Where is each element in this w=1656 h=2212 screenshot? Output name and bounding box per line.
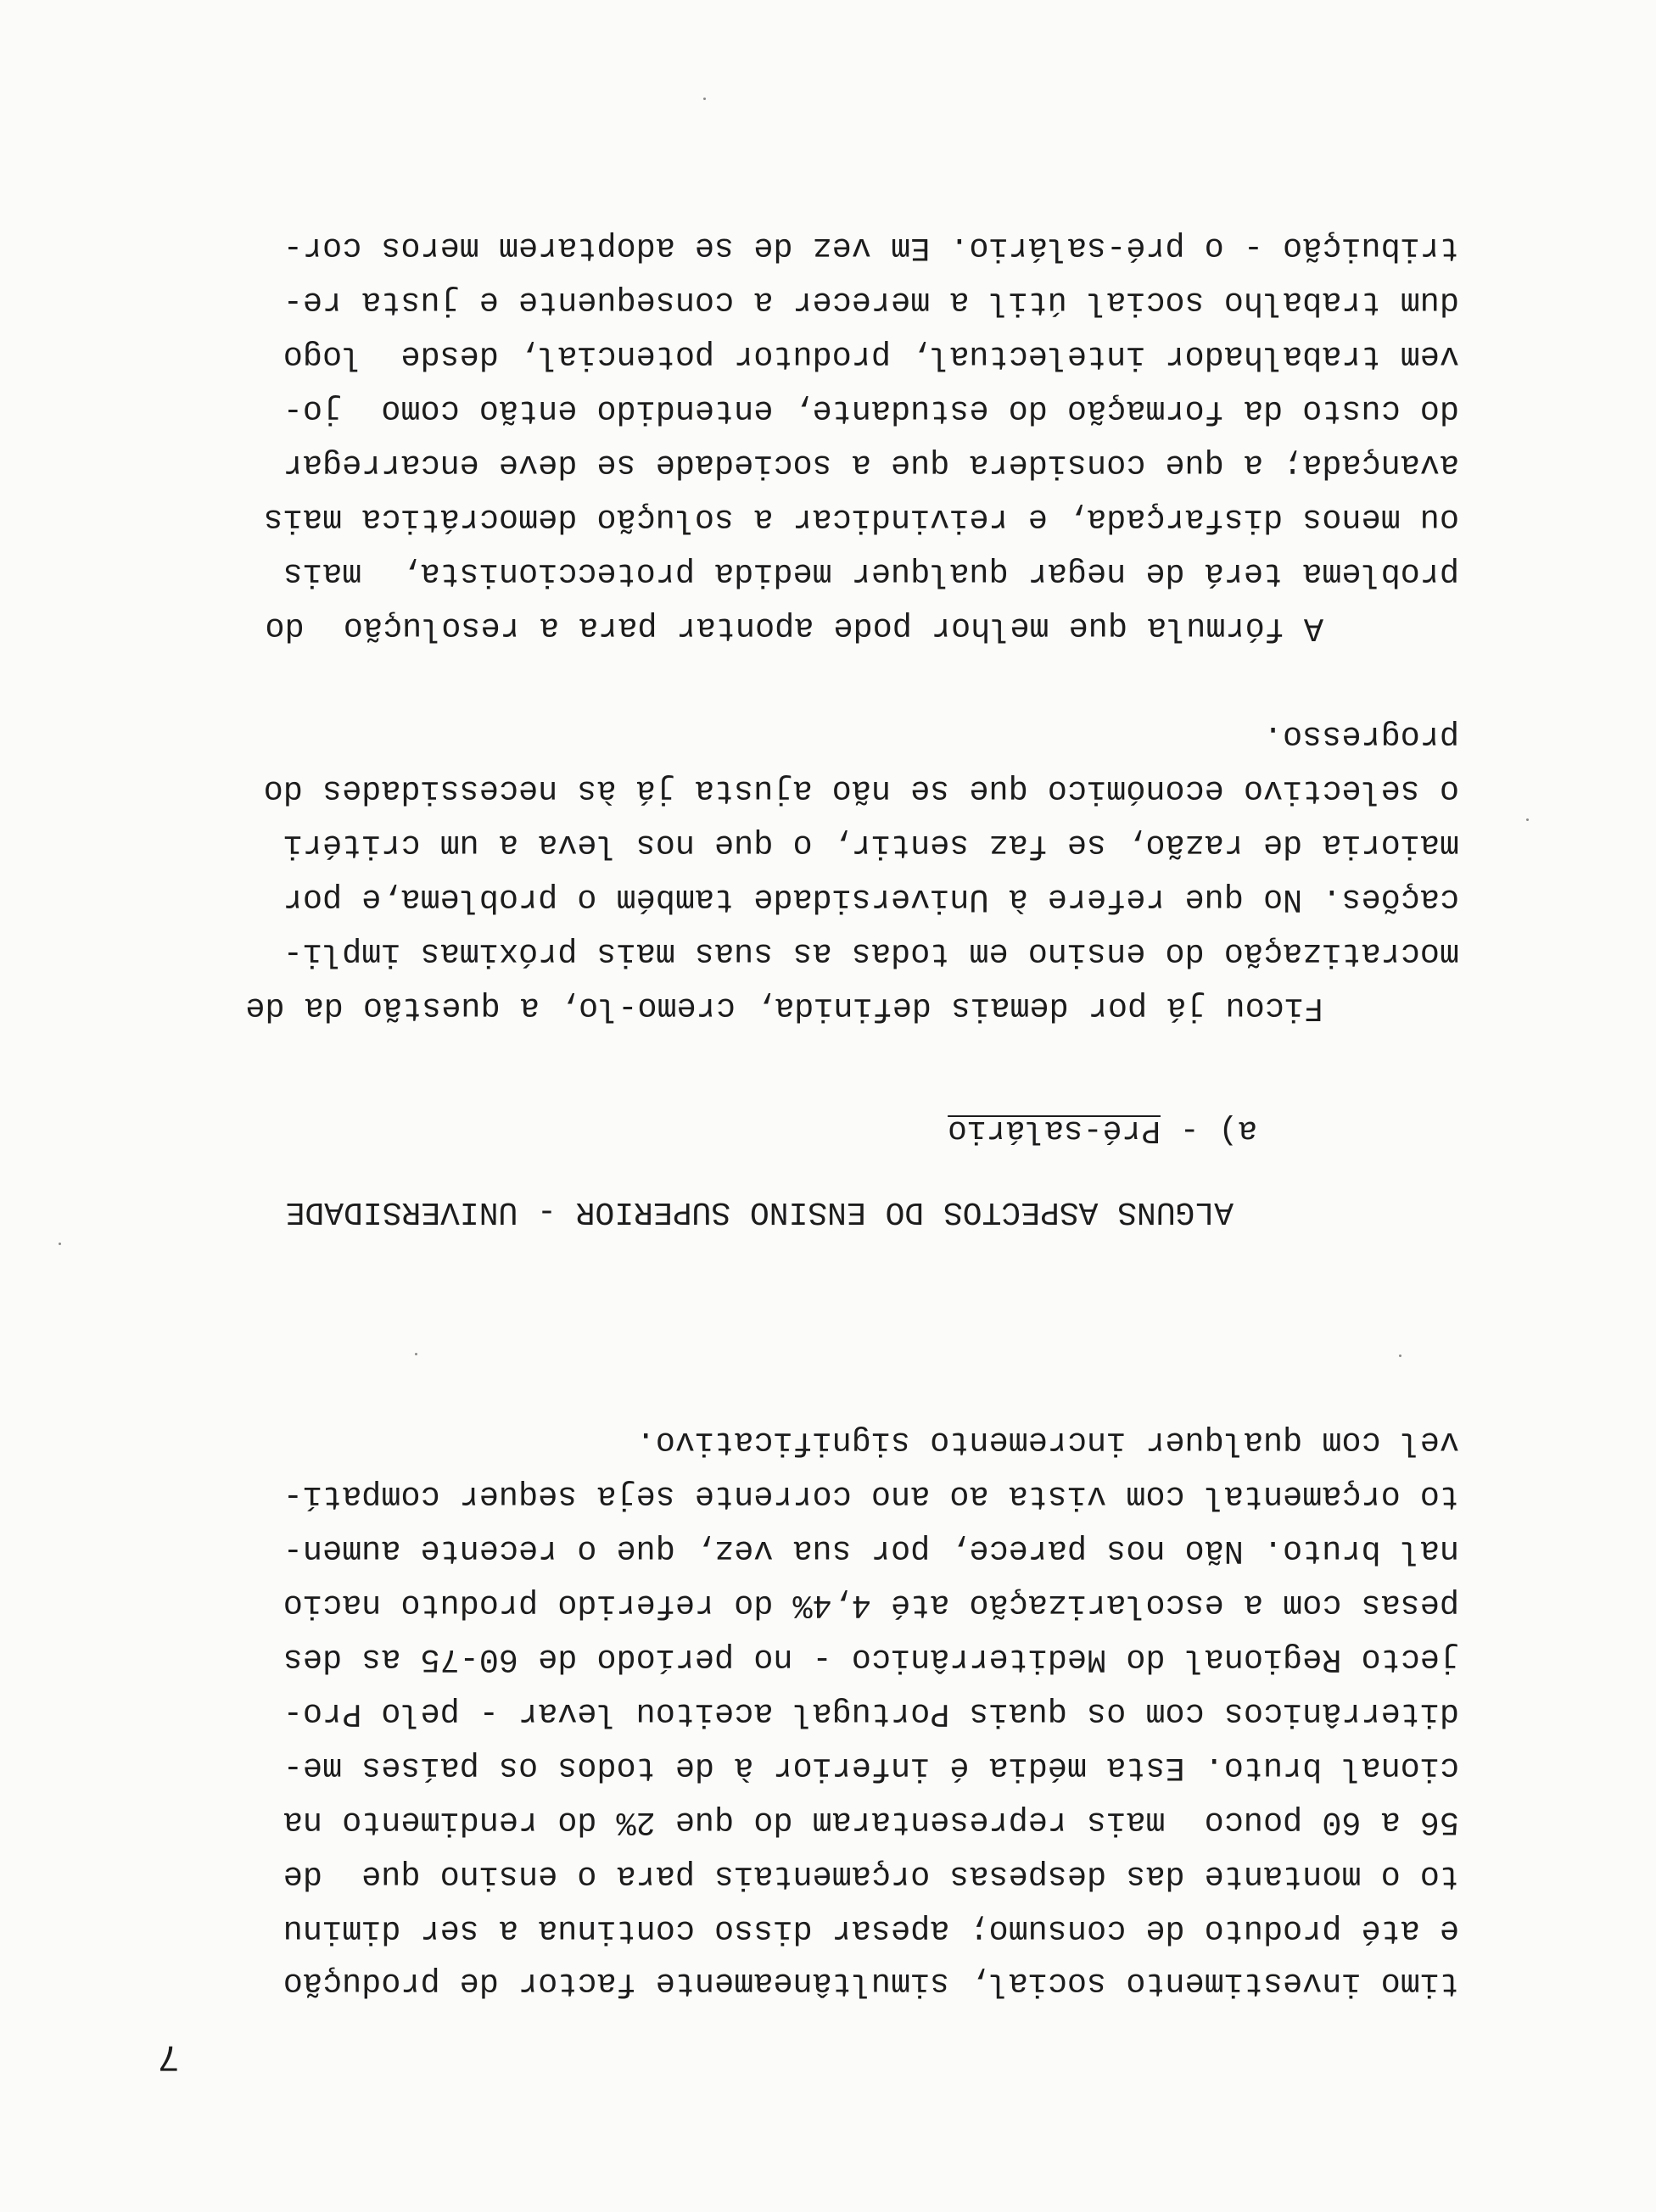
text-line: to o montante das despesas orçamentais para o ensino que de	[283, 1857, 1459, 1895]
text-line: Ficou já por demais definida, cremo-lo, a questão da de	[245, 989, 1323, 1026]
subsection-heading	[948, 1113, 1257, 1147]
page-number: 7	[157, 2035, 180, 2077]
scan-speck	[1526, 818, 1529, 821]
text-line: do custo da formação do estudante, entendido então como jo-	[283, 392, 1459, 429]
text-line: cações. No que refere à Universidade também o problema,e por	[283, 880, 1459, 918]
section-heading: ALGUNS ASPECTOS DO ENSINO SUPERIOR - UNIVERSIDADE	[285, 1193, 1234, 1230]
text-line: avançada; a que considera que a sociedade se deve encarregar	[283, 446, 1459, 483]
text-line: jecto Regional do Mediterrânico - no período de 60-75 as des	[283, 1640, 1459, 1678]
text-line: 56 a 60 pouco mais representaram do que 2% do rendimento na	[283, 1803, 1459, 1841]
scan-speck	[59, 1243, 61, 1245]
text-line: nal bruto. Não nos parece, por sua vez, que o recente aumen-	[283, 1532, 1459, 1569]
text-line: problema terá de negar qualquer medida proteccionista, mais	[283, 555, 1459, 592]
subsection-label: a) -	[1160, 1112, 1257, 1148]
text-line: vem trabalhador intelectual, produtor potencial, desde logo	[283, 338, 1459, 375]
text-line: tribuição - o pré-salário. Em vez de se adoptarem meros cor-	[283, 229, 1459, 266]
text-line: vel com qualquer incremento significativo.	[635, 1423, 1459, 1461]
text-line: diterrânicos com os quais Portugal aceitou levar - pelo Pro-	[283, 1695, 1459, 1732]
text-line: o selectivo económico que se não ajusta já às necessidades do	[263, 772, 1459, 809]
text-line: timo investimento social, simultâneamente factor de produção	[283, 1964, 1459, 2002]
text-line: pesas com a escolarização até 4,4% do referido produto nacio	[283, 1586, 1459, 1623]
text-line: mocratização do ensino em todas as suas mais próximas impli-	[283, 935, 1459, 972]
scan-speck	[415, 1353, 417, 1355]
subsection-title: Pré-salário	[948, 1112, 1161, 1148]
scan-speck	[703, 98, 706, 100]
text-line: dum trabalho social útil a merecer a consequente e justa re-	[283, 283, 1459, 321]
scan-speck	[1399, 1355, 1401, 1357]
text-line: to orçamental com vista ao ano corrente seja sequer compatí-	[283, 1477, 1459, 1515]
text-line: progresso.	[1262, 718, 1459, 755]
text-line: e até produto de consumo; apesar disso continua a ser diminu	[283, 1912, 1459, 1949]
text-line: ou menos disfarçada, e reivindicar a solução democrática mais	[263, 500, 1459, 538]
text-line: maioria de razão, se faz sentir, o que nos leva a um critéri	[283, 826, 1459, 863]
text-line: cional bruto. Esta média é inferior à de todos os países me-	[283, 1749, 1459, 1786]
text-line: A fórmula que melhor pode apontar para a resolução do	[265, 609, 1323, 646]
